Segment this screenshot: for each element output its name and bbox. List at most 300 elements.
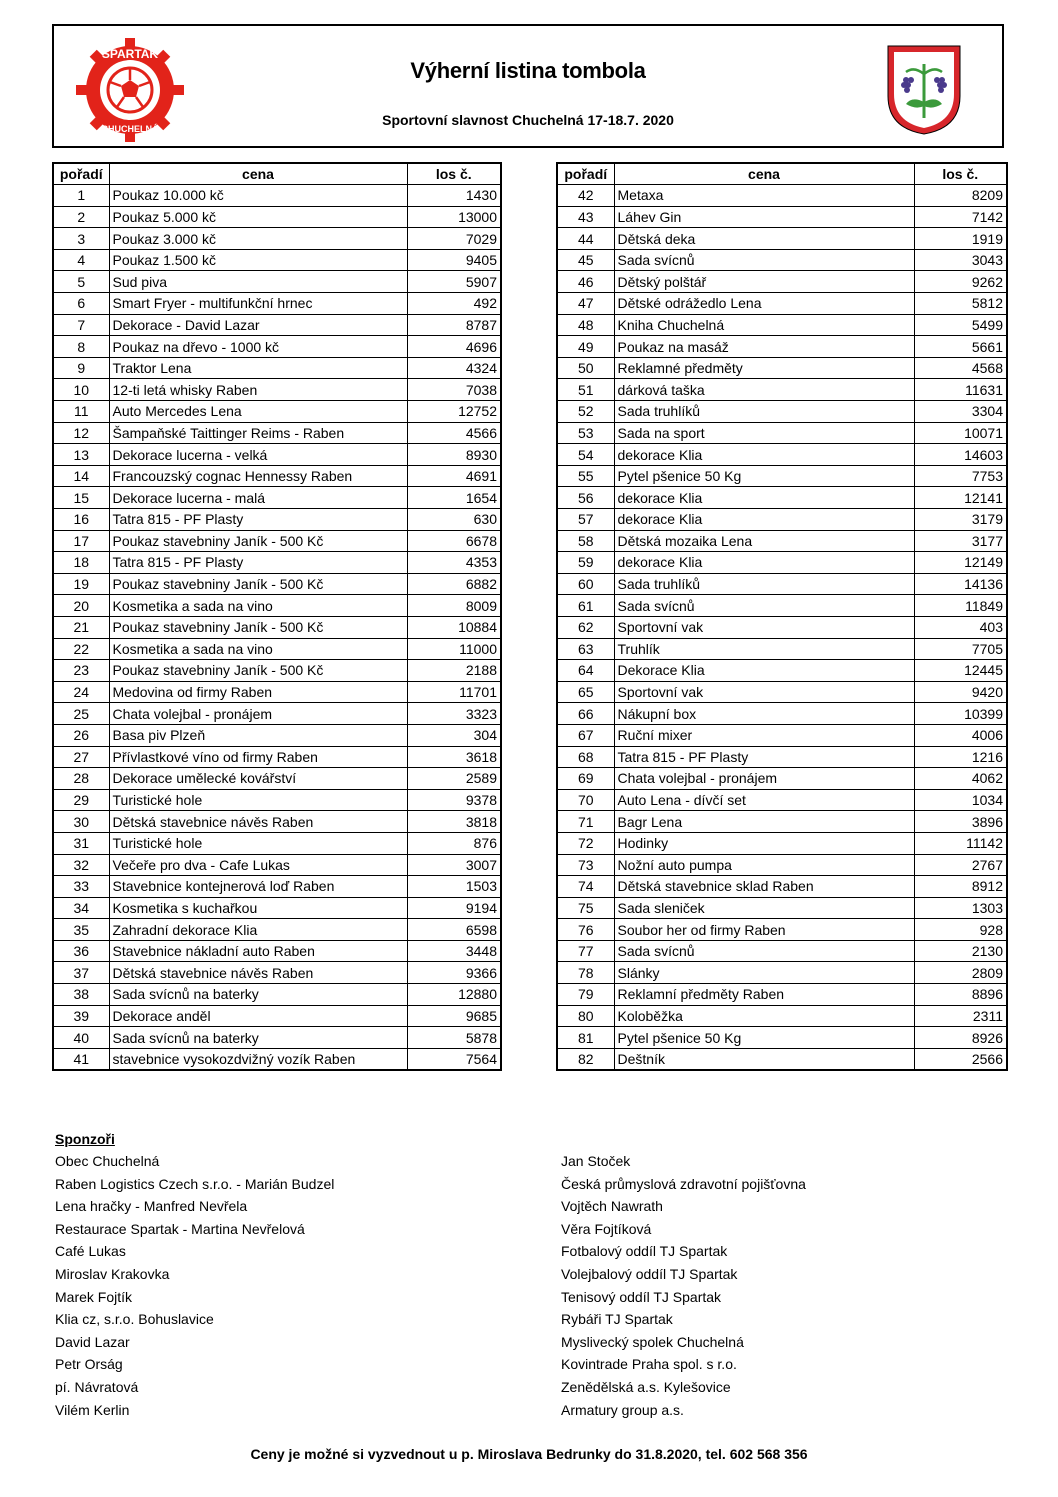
prize-cell: Smart Fryer - multifunkční hrnec [109, 293, 407, 315]
rank-cell: 62 [557, 616, 614, 638]
prize-cell: Stavebnice nákladní auto Raben [109, 940, 407, 962]
sponsor-item: Klia cz, s.r.o. Bohuslavice [55, 1311, 214, 1328]
prize-row [557, 1027, 1007, 1049]
prize-cell: Dekorace umělecké kovářství [109, 768, 407, 790]
rank-cell: 76 [557, 919, 614, 941]
prize-row [53, 293, 501, 315]
sponsor-item: Zenědělská a.s. Kylešovice [561, 1378, 731, 1395]
prize-cell: Dětský polštář [614, 271, 914, 293]
rank-cell: 9 [53, 357, 109, 379]
municipal-coat-of-arms [886, 44, 962, 136]
sponsor-item: Věra Fojtíková [561, 1220, 652, 1237]
prize-cell: Kosmetika a sada na vino [109, 638, 407, 660]
sponsor-item: Miroslav Krakovka [55, 1265, 170, 1282]
rank-cell: 46 [557, 271, 614, 293]
ticket-cell: 9194 [407, 897, 501, 919]
prize-cell: Sportovní vak [614, 616, 914, 638]
rank-cell: 72 [557, 832, 614, 854]
prize-row [557, 293, 1007, 315]
prize-row [53, 357, 501, 379]
rank-cell: 51 [557, 379, 614, 401]
rank-cell: 4 [53, 249, 109, 271]
ticket-cell: 876 [407, 832, 501, 854]
ticket-cell: 6598 [407, 919, 501, 941]
prize-cell: Chata volejbal - pronájem [614, 768, 914, 790]
prize-cell: Dětské odrážedlo Lena [614, 293, 914, 315]
ticket-cell: 12445 [914, 660, 1007, 682]
prize-row [53, 919, 501, 941]
ticket-cell: 12880 [407, 984, 501, 1006]
pickup-note: Ceny je možné si vyzvednout u p. Miroslava Bedrunky do 31.8.2020, tel. 602 568 356 [250, 1446, 808, 1462]
rank-cell: 47 [557, 293, 614, 315]
rank-cell: 3 [53, 228, 109, 250]
sponsor-item: Raben Logistics Czech s.r.o. - Marián Budzel [55, 1175, 335, 1192]
prize-row [53, 509, 501, 531]
ticket-cell: 1654 [407, 487, 501, 509]
prize-row [53, 984, 501, 1006]
rank-cell: 27 [53, 746, 109, 768]
ticket-cell: 3304 [914, 401, 1007, 423]
sponsor-item: Vojtěch Nawrath [561, 1198, 663, 1215]
prize-cell: Bagr Lena [614, 811, 914, 833]
ticket-cell: 2311 [914, 1005, 1007, 1027]
rank-cell: 6 [53, 293, 109, 315]
rank-cell: 48 [557, 314, 614, 336]
rank-cell: 41 [53, 1048, 109, 1070]
rank-cell: 53 [557, 422, 614, 444]
ticket-cell: 9262 [914, 271, 1007, 293]
prize-header: cena [109, 163, 407, 185]
prize-cell: Dětská mozaika Lena [614, 530, 914, 552]
prize-row [53, 465, 501, 487]
prize-cell: Soubor her od firmy Raben [614, 919, 914, 941]
rank-cell: 42 [557, 185, 614, 207]
prize-cell: Poukaz stavebniny Janík - 500 Kč [109, 616, 407, 638]
prize-cell: Nožní auto pumpa [614, 854, 914, 876]
prize-cell: Sada truhlíků [614, 573, 914, 595]
prize-row [557, 487, 1007, 509]
sponsor-item: Restaurace Spartak - Martina Nevřelová [55, 1220, 305, 1237]
prize-cell: dekorace Klia [614, 552, 914, 574]
rank-cell: 36 [53, 940, 109, 962]
rank-cell: 55 [557, 465, 614, 487]
ticket-cell: 304 [407, 724, 501, 746]
prize-cell: Dětská stavebnice návěs Raben [109, 811, 407, 833]
ticket-cell: 1919 [914, 228, 1007, 250]
ticket-header: los č. [407, 163, 501, 185]
ticket-cell: 4691 [407, 465, 501, 487]
ticket-cell: 11849 [914, 595, 1007, 617]
ticket-cell: 4062 [914, 768, 1007, 790]
prize-cell: Sud piva [109, 271, 407, 293]
prize-row [557, 832, 1007, 854]
prize-row [557, 465, 1007, 487]
prize-cell: Kosmetika a sada na vino [109, 595, 407, 617]
prize-cell: Poukaz stavebniny Janík - 500 Kč [109, 573, 407, 595]
table-header-row [557, 163, 1007, 185]
ticket-cell: 6678 [407, 530, 501, 552]
ticket-cell: 4696 [407, 336, 501, 358]
ticket-cell: 492 [407, 293, 501, 315]
rank-cell: 38 [53, 984, 109, 1006]
rank-cell: 70 [557, 789, 614, 811]
ticket-cell: 2566 [914, 1048, 1007, 1070]
prize-row [53, 789, 501, 811]
prize-cell: Turistické hole [109, 789, 407, 811]
prize-row [557, 573, 1007, 595]
rank-cell: 19 [53, 573, 109, 595]
ticket-cell: 8912 [914, 876, 1007, 898]
rank-cell: 71 [557, 811, 614, 833]
prize-row [53, 962, 501, 984]
prize-row [557, 724, 1007, 746]
prize-row [557, 1005, 1007, 1027]
prize-cell: Stavebnice kontejnerová loď Raben [109, 876, 407, 898]
rank-cell: 16 [53, 509, 109, 531]
prize-row [557, 660, 1007, 682]
prize-cell: Pytel pšenice 50 Kg [614, 465, 914, 487]
rank-cell: 75 [557, 897, 614, 919]
prize-cell: Sportovní vak [614, 681, 914, 703]
rank-cell: 64 [557, 660, 614, 682]
prize-cell: Poukaz na dřevo - 1000 kč [109, 336, 407, 358]
ticket-cell: 7142 [914, 206, 1007, 228]
ticket-cell: 11701 [407, 681, 501, 703]
sponsor-item: Armatury group a.s. [561, 1401, 684, 1418]
rank-cell: 5 [53, 271, 109, 293]
ticket-cell: 10399 [914, 703, 1007, 725]
prize-table-left [52, 162, 502, 1071]
rank-cell: 39 [53, 1005, 109, 1027]
sponsor-item: David Lazar [55, 1333, 130, 1350]
rank-cell: 11 [53, 401, 109, 423]
ticket-cell: 4006 [914, 724, 1007, 746]
sponsor-item: Fotbalový oddíl TJ Spartak [561, 1243, 728, 1260]
prize-row [557, 228, 1007, 250]
rank-cell: 56 [557, 487, 614, 509]
sponsor-item: Jan Stoček [561, 1153, 631, 1169]
prize-row [557, 1048, 1007, 1070]
ticket-cell: 12141 [914, 487, 1007, 509]
prize-row [557, 811, 1007, 833]
prize-cell: Basa piv Plzeň [109, 724, 407, 746]
ticket-cell: 2809 [914, 962, 1007, 984]
ticket-cell: 2767 [914, 854, 1007, 876]
ticket-cell: 7038 [407, 379, 501, 401]
prize-cell: Poukaz 1.500 kč [109, 249, 407, 271]
ticket-cell: 5907 [407, 271, 501, 293]
prize-row [557, 962, 1007, 984]
prize-row [53, 422, 501, 444]
prize-row [557, 681, 1007, 703]
rank-cell: 21 [53, 616, 109, 638]
ticket-cell: 3896 [914, 811, 1007, 833]
prize-cell: Sada sleniček [614, 897, 914, 919]
ticket-cell: 14136 [914, 573, 1007, 595]
ticket-cell: 9366 [407, 962, 501, 984]
ticket-cell: 5499 [914, 314, 1007, 336]
ticket-cell: 8896 [914, 984, 1007, 1006]
prize-cell: Koloběžka [614, 1005, 914, 1027]
prize-row [557, 530, 1007, 552]
prize-row [53, 487, 501, 509]
prize-cell: Poukaz 5.000 kč [109, 206, 407, 228]
document-header [52, 24, 1004, 148]
prize-cell: Ruční mixer [614, 724, 914, 746]
prize-table-right [556, 162, 1008, 1071]
ticket-cell: 2130 [914, 940, 1007, 962]
rank-cell: 81 [557, 1027, 614, 1049]
rank-cell: 61 [557, 595, 614, 617]
document-title: Výherní listina tombola [410, 58, 646, 83]
prize-row [53, 249, 501, 271]
prize-row [53, 724, 501, 746]
ticket-cell: 1216 [914, 746, 1007, 768]
prize-cell: Turistické hole [109, 832, 407, 854]
prize-row [557, 401, 1007, 423]
ticket-cell: 3323 [407, 703, 501, 725]
prize-row [53, 206, 501, 228]
rank-cell: 1 [53, 185, 109, 207]
prize-cell: Hodinky [614, 832, 914, 854]
rank-cell: 50 [557, 357, 614, 379]
prize-row [557, 185, 1007, 207]
prize-cell: Sada svícnů [614, 595, 914, 617]
prize-cell: Poukaz stavebniny Janík - 500 Kč [109, 530, 407, 552]
prize-row [557, 876, 1007, 898]
prize-row [557, 444, 1007, 466]
prize-row [53, 1005, 501, 1027]
prize-cell: Láhev Gin [614, 206, 914, 228]
prize-cell: Poukaz 3.000 kč [109, 228, 407, 250]
rank-cell: 43 [557, 206, 614, 228]
ticket-cell: 9420 [914, 681, 1007, 703]
prize-cell: Sada na sport [614, 422, 914, 444]
prize-cell: Medovina od firmy Raben [109, 681, 407, 703]
prize-header: cena [614, 163, 914, 185]
ticket-cell: 5812 [914, 293, 1007, 315]
prize-row [557, 509, 1007, 531]
ticket-cell: 7753 [914, 465, 1007, 487]
sponsors-list-left [55, 1150, 334, 1421]
prize-row [53, 595, 501, 617]
prize-cell: Tatra 815 - PF Plasty [614, 746, 914, 768]
prize-row [557, 357, 1007, 379]
ticket-cell: 12752 [407, 401, 501, 423]
rank-cell: 49 [557, 336, 614, 358]
ticket-cell: 10884 [407, 616, 501, 638]
prize-cell: Sada svícnů [614, 249, 914, 271]
prize-row [53, 876, 501, 898]
rank-cell: 45 [557, 249, 614, 271]
logo-text-top: SPARTAK [101, 47, 159, 61]
ticket-cell: 11631 [914, 379, 1007, 401]
rank-cell: 79 [557, 984, 614, 1006]
rank-cell: 28 [53, 768, 109, 790]
ticket-cell: 3618 [407, 746, 501, 768]
prize-cell: Dekorace - David Lazar [109, 314, 407, 336]
prize-row [53, 638, 501, 660]
rank-cell: 67 [557, 724, 614, 746]
ticket-cell: 7705 [914, 638, 1007, 660]
ticket-cell: 8009 [407, 595, 501, 617]
logo-text-bottom: CHUCHELNÁ [101, 124, 159, 134]
rank-cell: 31 [53, 832, 109, 854]
ticket-cell: 6882 [407, 573, 501, 595]
ticket-cell: 1034 [914, 789, 1007, 811]
prize-cell: Kniha Chuchelná [614, 314, 914, 336]
rank-cell: 14 [53, 465, 109, 487]
prize-cell: Sada svícnů na baterky [109, 984, 407, 1006]
ticket-cell: 4324 [407, 357, 501, 379]
prize-row [53, 616, 501, 638]
ticket-cell: 2188 [407, 660, 501, 682]
sponsor-item: Česká průmyslová zdravotní pojišťovna [561, 1175, 806, 1192]
prize-cell: Pytel pšenice 50 Kg [614, 1027, 914, 1049]
prize-row [557, 919, 1007, 941]
prize-row [53, 897, 501, 919]
prize-cell: Sada svícnů na baterky [109, 1027, 407, 1049]
ticket-cell: 13000 [407, 206, 501, 228]
rank-cell: 69 [557, 768, 614, 790]
rank-cell: 33 [53, 876, 109, 898]
rank-cell: 18 [53, 552, 109, 574]
prize-cell: Nákupní box [614, 703, 914, 725]
ticket-cell: 630 [407, 509, 501, 531]
prize-cell: 12-ti letá whisky Raben [109, 379, 407, 401]
document-subtitle: Sportovní slavnost Chuchelná 17-18.7. 2020 [382, 112, 674, 128]
ticket-cell: 4566 [407, 422, 501, 444]
rank-cell: 15 [53, 487, 109, 509]
prize-cell: Dětská stavebnice sklad Raben [614, 876, 914, 898]
sponsor-item: Tenisový oddíl TJ Spartak [561, 1288, 722, 1305]
prize-cell: Truhlík [614, 638, 914, 660]
table-header-row [53, 163, 501, 185]
prize-row [53, 379, 501, 401]
rank-cell: 73 [557, 854, 614, 876]
prize-row [557, 703, 1007, 725]
sponsor-item: Petr Orság [55, 1356, 123, 1373]
rank-header: pořadí [53, 163, 109, 185]
ticket-cell: 7564 [407, 1048, 501, 1070]
prize-cell: Poukaz 10.000 kč [109, 185, 407, 207]
ticket-cell: 3448 [407, 940, 501, 962]
prize-cell: Francouzský cognac Hennessy Raben [109, 465, 407, 487]
prize-row [53, 552, 501, 574]
ticket-cell: 12149 [914, 552, 1007, 574]
rank-cell: 66 [557, 703, 614, 725]
ticket-cell: 9685 [407, 1005, 501, 1027]
prize-cell: Reklamní předměty Raben [614, 984, 914, 1006]
ticket-cell: 3007 [407, 854, 501, 876]
prize-cell: Dekorace Klia [614, 660, 914, 682]
sponsors-list-right [561, 1150, 806, 1421]
rank-cell: 32 [53, 854, 109, 876]
rank-cell: 22 [53, 638, 109, 660]
sponsor-item: Café Lukas [55, 1243, 126, 1260]
rank-cell: 12 [53, 422, 109, 444]
sponsor-item: Vilém Kerlin [55, 1401, 130, 1418]
ticket-cell: 8926 [914, 1027, 1007, 1049]
rank-cell: 37 [53, 962, 109, 984]
sponsors-section [55, 1128, 1015, 1418]
sponsor-item: pí. Návratová [55, 1378, 139, 1395]
ticket-cell: 3177 [914, 530, 1007, 552]
rank-cell: 58 [557, 530, 614, 552]
prize-row [53, 228, 501, 250]
rank-cell: 80 [557, 1005, 614, 1027]
prize-row [53, 1048, 501, 1070]
sponsor-item: Marek Fojtík [55, 1288, 133, 1305]
rank-cell: 25 [53, 703, 109, 725]
sponsors-heading: Sponzoři [55, 1131, 115, 1147]
rank-cell: 17 [53, 530, 109, 552]
prize-cell: Přívlastkové víno od firmy Raben [109, 746, 407, 768]
ticket-cell: 5878 [407, 1027, 501, 1049]
prize-cell: Dekorace lucerna - malá [109, 487, 407, 509]
rank-cell: 65 [557, 681, 614, 703]
ticket-cell: 1503 [407, 876, 501, 898]
prize-cell: Traktor Lena [109, 357, 407, 379]
prize-cell: Zahradní dekorace Klia [109, 919, 407, 941]
prize-row [557, 271, 1007, 293]
ticket-cell: 5661 [914, 336, 1007, 358]
rank-cell: 40 [53, 1027, 109, 1049]
prize-cell: Auto Lena - dívčí set [614, 789, 914, 811]
prize-row [557, 854, 1007, 876]
ticket-cell: 9378 [407, 789, 501, 811]
ticket-cell: 928 [914, 919, 1007, 941]
prize-cell: Večeře pro dva - Cafe Lukas [109, 854, 407, 876]
prize-cell: Dekorace lucerna - velká [109, 444, 407, 466]
sponsor-item: Myslivecký spolek Chuchelná [561, 1333, 744, 1350]
prize-cell: Sada svícnů [614, 940, 914, 962]
sponsor-item: Rybáři TJ Spartak [561, 1311, 673, 1328]
prize-row [557, 552, 1007, 574]
ticket-cell: 8209 [914, 185, 1007, 207]
prize-row [53, 530, 501, 552]
prize-cell: Tatra 815 - PF Plasty [109, 552, 407, 574]
prize-row [557, 595, 1007, 617]
prize-cell: dekorace Klia [614, 509, 914, 531]
prize-row [557, 314, 1007, 336]
rank-cell: 82 [557, 1048, 614, 1070]
ticket-cell: 4353 [407, 552, 501, 574]
prize-row [557, 616, 1007, 638]
rank-cell: 24 [53, 681, 109, 703]
prize-cell: Poukaz stavebniny Janík - 500 Kč [109, 660, 407, 682]
rank-cell: 52 [557, 401, 614, 423]
prize-row [53, 336, 501, 358]
prize-cell: dárková taška [614, 379, 914, 401]
prize-row [53, 314, 501, 336]
prize-row [53, 1027, 501, 1049]
ticket-cell: 7029 [407, 228, 501, 250]
prize-row [53, 854, 501, 876]
prize-cell: dekorace Klia [614, 444, 914, 466]
prize-row [557, 336, 1007, 358]
ticket-cell: 3818 [407, 811, 501, 833]
prize-cell: Tatra 815 - PF Plasty [109, 509, 407, 531]
prize-row [557, 422, 1007, 444]
prize-row [53, 746, 501, 768]
rank-cell: 30 [53, 811, 109, 833]
prize-row [557, 379, 1007, 401]
rank-cell: 59 [557, 552, 614, 574]
ticket-cell: 4568 [914, 357, 1007, 379]
prize-cell: stavebnice vysokozdvižný vozík Raben [109, 1048, 407, 1070]
prize-row [53, 703, 501, 725]
